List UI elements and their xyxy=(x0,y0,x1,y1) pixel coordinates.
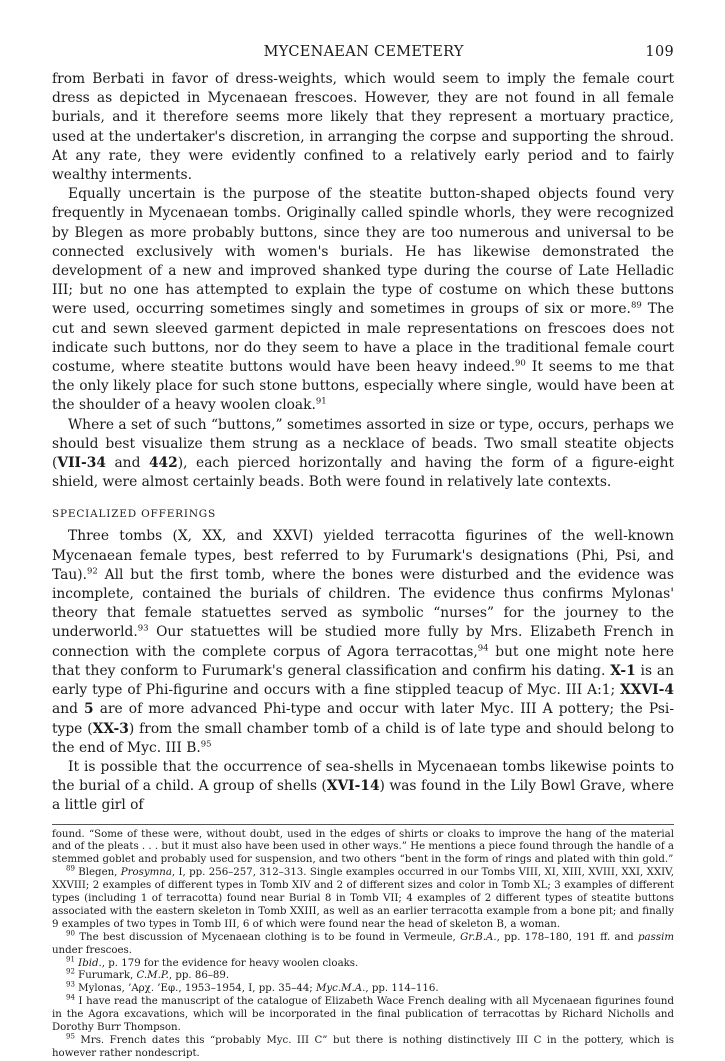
footnote-89 xyxy=(52,864,674,932)
paragraph-text: It seems to me that the only likely place for such stone buttons, especially where single, would have been at the shoulder of a heavy woolen cloak. xyxy=(52,359,674,414)
catalogue-ref: X-1 xyxy=(610,662,636,679)
main-text xyxy=(52,70,674,816)
running-title: MYCENAEAN CEMETERY xyxy=(263,44,464,60)
footnote-number: 95 xyxy=(66,1032,75,1041)
paragraph-text: and xyxy=(52,701,85,718)
footnote-text: The best discussion of Mycenaean clothing is to be found in Vermeule, xyxy=(74,931,461,943)
catalogue-ref: 442 xyxy=(148,455,178,472)
footnote-ref[interactable]: 92 xyxy=(87,566,98,577)
footnote-95 xyxy=(52,1032,674,1061)
paragraph-text: ) from the small chamber tomb of a child is of late type and should belong to the end of Myc. III B. xyxy=(52,720,674,756)
footnote-ref[interactable]: 94 xyxy=(477,643,489,654)
footnote-ref[interactable]: 90 xyxy=(514,358,526,369)
catalogue-ref: XX-3 xyxy=(92,720,129,737)
footnote-number: 94 xyxy=(66,993,75,1002)
footnote-citation: passim xyxy=(638,931,675,943)
footnote-text: Mrs. French dates this “probably Myc. III C” but there is nothing distinctively III C in the pottery, which is however rather nondescript. xyxy=(52,1035,674,1059)
footnote-number: 89 xyxy=(66,864,75,873)
running-header xyxy=(52,44,674,60)
catalogue-ref: 5 xyxy=(84,701,94,718)
page xyxy=(52,44,674,1061)
footnote-text: under frescoes. xyxy=(52,944,133,956)
catalogue-ref: VII-34 xyxy=(57,455,106,472)
paragraph-1 xyxy=(52,70,674,185)
footnote-number: 91 xyxy=(66,955,75,964)
footnotes xyxy=(52,829,674,1061)
paragraph-text: ) was found in the Lily Bowl Grave, where a little girl of xyxy=(52,778,674,814)
footnote-number: 93 xyxy=(66,981,75,989)
footnote-citation: C.M.P. xyxy=(136,970,169,982)
paragraph-text: from Berbati in favor of dress-weights, which would seem to imply the female court dress as depicted in Mycenaean frescoes. However, they are not found in all female burials, and it therefore seems more likely that they represent a mortuary practice, used at the undertaker's discretion, in arranging the corpse and supporting the shroud. At any rate, they were evidently confined to a relatively early period and to fairly wealthy interments. xyxy=(52,71,674,184)
paragraph-text: and xyxy=(105,455,149,472)
footnote-number: 90 xyxy=(66,929,75,938)
footnote-citation: Ibid. xyxy=(78,957,102,969)
paragraph-3 xyxy=(52,416,674,493)
paragraph-text: All but the first tomb, where the bones were disturbed and the evidence was incomplete, contained the burials of children. The evidence thus confirms Mylonas' theory that female statuettes served as symbolic “nurses” for the journey to the underworld. xyxy=(52,566,674,641)
paragraph-text: The cut and sewn sleeved garment depicted in male representations on frescoes does not indicate such buttons, nor do they seem to have a place in the traditional female court costume, where steatite buttons would have been heavy indeed. xyxy=(52,301,674,376)
footnote-ref[interactable]: 91 xyxy=(315,396,327,407)
catalogue-ref: XVI-14 xyxy=(326,778,380,795)
footnote-divider xyxy=(52,824,674,825)
footnote-citation: Gr.B.A. xyxy=(460,931,497,943)
page-number: 109 xyxy=(645,44,674,60)
section-heading: SPECIALIZED OFFERINGS xyxy=(52,508,216,521)
footnote-citation: Myc.M.A. xyxy=(315,983,366,995)
paragraph-text: Where a set of such “buttons,” sometimes assorted in size or type, occurs, perhaps we should best visualize them strung as a necklace of beads. Two small steatite objects ( xyxy=(52,416,674,472)
footnote-text: , pp. 114–116. xyxy=(365,983,439,995)
paragraph-4 xyxy=(52,527,674,757)
footnote-text: Mylonas, ’Αρχ. ’Εφ., 1953–1954, I, pp. 35–44; xyxy=(74,983,316,995)
footnote-continuation: found. “Some of these were, without doubt, used in the edges of shirts or cloaks to improve the hang of the material and of the pleats . . . but it must also have been used in other ways.” He mentions a piece found through the handle of a stemmed goblet and probably used for suspension, and two others “bent in the form of rings and plated with thin gold.” xyxy=(52,828,674,866)
footnote-ref[interactable]: 93 xyxy=(137,623,149,634)
footnote-94 xyxy=(52,993,674,1035)
footnote-91 xyxy=(52,955,674,971)
footnote-citation: Prosymna xyxy=(120,867,172,879)
paragraph-2 xyxy=(52,185,674,415)
paragraph-text: Three tombs (X, XX, and XXVI) yielded terracotta figurines of the well-known Mycenaean female types, best referred to by Furumark's designations (Phi, Psi, and Tau). xyxy=(52,528,674,583)
footnote-number: 92 xyxy=(66,968,75,977)
footnote-93 xyxy=(52,983,674,996)
footnote-text: I have read the manuscript of the catalogue of Elizabeth Wace French dealing with all Mycenaean figurines found in the Agora excavations, which will be incorporated in the final publication of terracottas by Richard Nicholls and Dorothy Burr Thompson. xyxy=(52,996,674,1034)
footnote-text: , pp. 178–180, 191 ff. and xyxy=(496,931,639,943)
paragraph-text: It is possible that the occurrence of sea-shells in Mycenaean tombs likewise points to the burial of a child. A group of shells ( xyxy=(52,758,674,795)
paragraph-5 xyxy=(52,758,674,816)
catalogue-ref: XXVI-4 xyxy=(620,682,674,699)
footnote-ref[interactable]: 89 xyxy=(630,300,642,311)
footnote-text: Furumark, xyxy=(74,970,137,982)
paragraph-text: Our statuettes will be studied more fully by Mrs. Elizabeth French in connection with the complete corpus of Agora terracottas, xyxy=(52,624,674,660)
paragraph-text: Equally uncertain is the purpose of the steatite button-shaped objects found very frequently in Mycenaean tombs. Originally called spindle whorls, they were recognized by Blegen as more probably buttons, since they are too numerous and universal to be connected exclusively with women's burials. He has likewise demonstrated the development of a new and improved shanked type during the course of Late Helladic III; but no one has attempted to explain the type of costume on which these buttons were used, occurring sometimes singly and sometimes in groups of six or more. xyxy=(52,186,674,318)
paragraph-text: is an early type of Phi-figurine and occurs with a fine stippled teacup of Myc. III A:1; xyxy=(52,662,674,699)
footnote-text: , p. 179 for the evidence for heavy woolen cloaks. xyxy=(101,957,359,969)
footnote-92 xyxy=(52,970,674,983)
footnote-90 xyxy=(52,929,675,958)
paragraph-text: ), each pierced horizontally and having the form of a figure-eight shield, were almost certainly beads. Both were found in relatively late contexts. xyxy=(52,455,674,491)
footnote-text: Blegen, xyxy=(74,867,121,879)
footnote-text: , I, pp. 256–257, 312–313. Single examples occurred in our Tombs VIII, XI, XIII, XVIII, XXI, XXIV, XXVIII; 2 examples of different types in Tomb XIV and 2 of different sizes and color in Tomb XL; 3 examples of different types (including 1 of terracotta) found near Burial 8 in Tomb VII; 4 examples of 2 different types of steatite buttons associated with the eastern skeleton in Tomb XXIII, as well as an earlier terracotta example from a bone pit; and finally 9 examples of two types in Tomb III, 6 of which were found near the head of skeleton B, a woman. xyxy=(52,867,674,930)
footnote-text: , pp. 86–89. xyxy=(168,970,230,982)
paragraph-text: are of more advanced Phi-type and occur with later Myc. III A pottery; the Psi-type ( xyxy=(52,701,674,737)
footnote-ref[interactable]: 95 xyxy=(200,739,212,750)
paragraph-text: but one might note here that they conform to Furumark's general classification and confirm his dating. xyxy=(52,643,674,679)
